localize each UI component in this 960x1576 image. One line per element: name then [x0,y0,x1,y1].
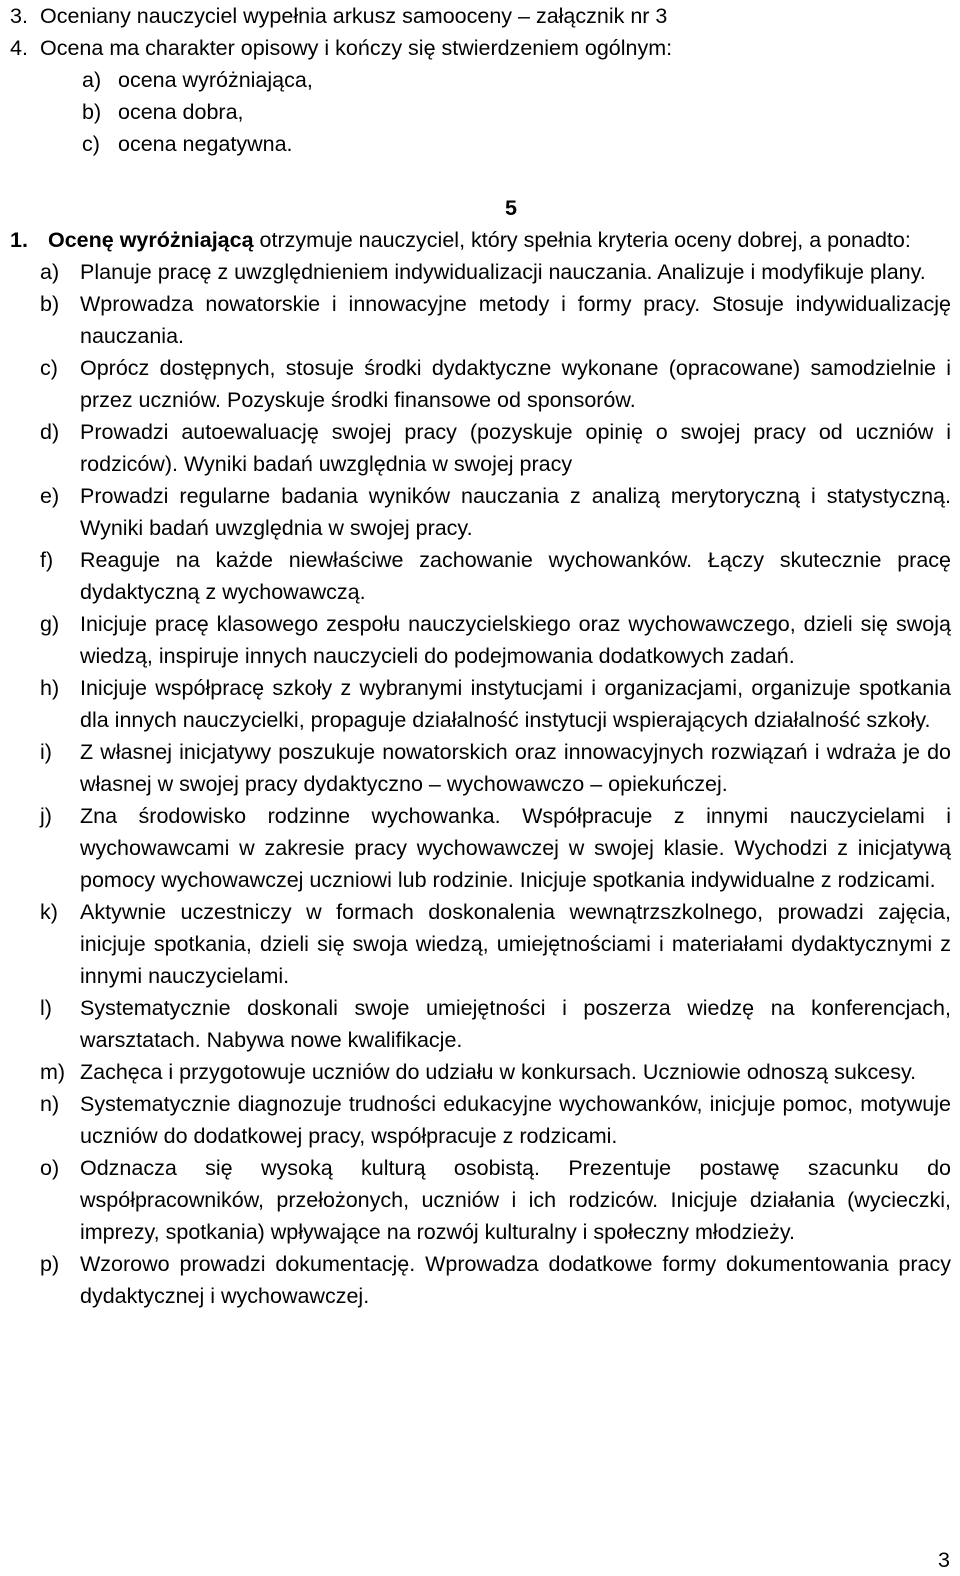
criterion-text: Planuje pracę z uwzględnieniem indywidualizacji nauczania. Analizuje i modyfikuje plany. [80,260,926,284]
item-number: 3. [10,4,28,28]
paragraph-1 [0,224,960,256]
paragraph-rest: otrzymuje nauczyciel, który spełnia kryteria oceny dobrej, a ponadto: [253,228,911,252]
criterion-item [0,1056,960,1088]
criterion-item [0,1088,960,1152]
criterion-item [0,800,960,896]
criterion-text: Wprowadza nowatorskie i innowacyjne metody i formy pracy. Stosuje indywidualizację nauczania. [80,292,951,348]
criterion-label: e) [40,484,60,508]
criterion-label: b) [40,292,60,316]
criterion-label: a) [40,260,60,284]
criterion-text: Aktywnie uczestniczy w formach doskonalenia wewnątrzszkolnego, prowadzi zajęcia, inicjuje spotkania, dzieli się swoja wiedzą, umiejętnościami i materiałami dydaktycznymi z innymi nauczycielami. [80,900,951,988]
criterion-text: Oprócz dostępnych, stosuje środki dydaktyczne wykonane (opracowane) samodzielnie i przez uczniów. Pozyskuje środki finansowe od sponsorów. [80,356,951,412]
criterion-label: d) [40,420,60,444]
criterion-label: g) [40,612,60,636]
item-number: 4. [10,36,28,60]
criterion-text: Reaguje na każde niewłaściwe zachowanie wychowanków. Łączy skutecznie pracę dydaktyczną z wychowawczą. [80,548,951,604]
grade-item [0,96,960,128]
criterion-item [0,544,960,608]
section-heading [505,192,517,224]
criterion-item [0,416,960,480]
list-item [0,32,960,64]
paragraph-text [48,224,951,256]
grade-text: ocena wyróżniająca, [118,68,313,92]
criterion-text: Zna środowisko rodzinne wychowanka. Współpracuje z innymi nauczycielami i wychowawcami w zakresie pracy wychowawczej w swojej klasie. Wychodzi z inicjatywą pomocy wychowawczej uczniowi lub rodzinie. Inicjuje spotkania indywidualne z rodzicami. [80,804,951,892]
grade-text: ocena negatywna. [118,132,293,156]
criterion-label: p) [40,1252,60,1276]
paragraph-number: 1. [10,228,28,252]
criterion-label: o) [40,1156,60,1180]
criterion-item [0,288,960,352]
criterion-item [0,1248,960,1312]
criterion-item [0,672,960,736]
item-text: Ocena ma charakter opisowy i kończy się stwierdzeniem ogólnym: [40,36,673,60]
criterion-item [0,608,960,672]
criterion-text: Systematycznie diagnozuje trudności edukacyjne wychowanków, inicjuje pomoc, motywuje uczniów do dodatkowej pracy, współpracuje z rodzicami. [80,1092,951,1148]
criterion-text: Prowadzi regularne badania wyników nauczania z analizą merytoryczną i statystyczną. Wyniki badań uwzględnia w swojej pracy. [80,484,951,540]
criterion-text: Systematycznie doskonali swoje umiejętności i poszerza wiedzę na konferencjach, warsztatach. Nabywa nowe kwalifikacje. [80,996,951,1052]
criterion-item [0,992,960,1056]
criterion-item [0,1152,960,1248]
criterion-item [0,256,960,288]
grade-item [0,64,960,96]
criterion-text: Wzorowo prowadzi dokumentację. Wprowadza dodatkowe formy dokumentowania pracy dydaktycznej i wychowawczej. [80,1252,951,1308]
grade-label: a) [82,68,102,92]
criterion-item [0,736,960,800]
criterion-label: f) [40,548,54,572]
criterion-text: Inicjuje pracę klasowego zespołu nauczycielskiego oraz wychowawczego, dzieli się swoją wiedzą, inspiruje innych nauczycieli do podejmowania dodatkowych zadań. [80,612,951,668]
criterion-text: Zachęca i przygotowuje uczniów do udziału w konkursach. Uczniowie odnoszą sukcesy. [80,1060,917,1084]
criterion-item [0,480,960,544]
criterion-text: Z własnej inicjatywy poszukuje nowatorskich oraz innowacyjnych rozwiązań i wdraża je do własnej w swojej pracy dydaktyczno – wychowawczo – opiekuńczej. [80,740,951,796]
grade-label: b) [82,100,102,124]
criterion-label: c) [40,356,58,380]
item-text: Oceniany nauczyciel wypełnia arkusz samooceny – załącznik nr 3 [40,4,668,28]
criterion-text: Prowadzi autoewaluację swojej pracy (pozyskuje opinię o swojej pracy od uczniów i rodziców). Wyniki badań uwzględnia w swojej pracy [80,420,951,476]
criterion-label: j) [40,804,52,828]
grade-item [0,128,960,160]
bold-term: Ocenę wyróżniającą [48,228,254,252]
criterion-label: k) [40,900,58,924]
criterion-label: i) [40,740,52,764]
page-number: 3 [938,1548,950,1572]
criteria-section [0,224,960,1312]
grade-text: ocena dobra, [118,100,244,124]
criterion-item [0,352,960,416]
section-number: 5 [505,196,517,220]
criterion-label: l) [40,996,52,1020]
list-item [0,0,960,32]
criterion-label: n) [40,1092,60,1116]
criteria-list [0,256,960,1312]
top-list [0,0,960,160]
criterion-item [0,896,960,992]
criterion-label: h) [40,676,60,700]
grade-label: c) [82,132,100,156]
criterion-text: Odznacza się wysoką kulturą osobistą. Prezentuje postawę szacunku do współpracowników, przełożonych, uczniów i ich rodziców. Inicjuje działania (wycieczki, imprezy, spotkania) wpływające na rozwój kulturalny i społeczny młodzieży. [80,1156,951,1244]
criterion-label: m) [40,1060,66,1084]
criterion-text: Inicjuje współpracę szkoły z wybranymi instytucjami i organizacjami, organizuje spotkania dla innych nauczycielki, propaguje działalność instytucji wspierających działalność szkoły. [80,676,951,732]
